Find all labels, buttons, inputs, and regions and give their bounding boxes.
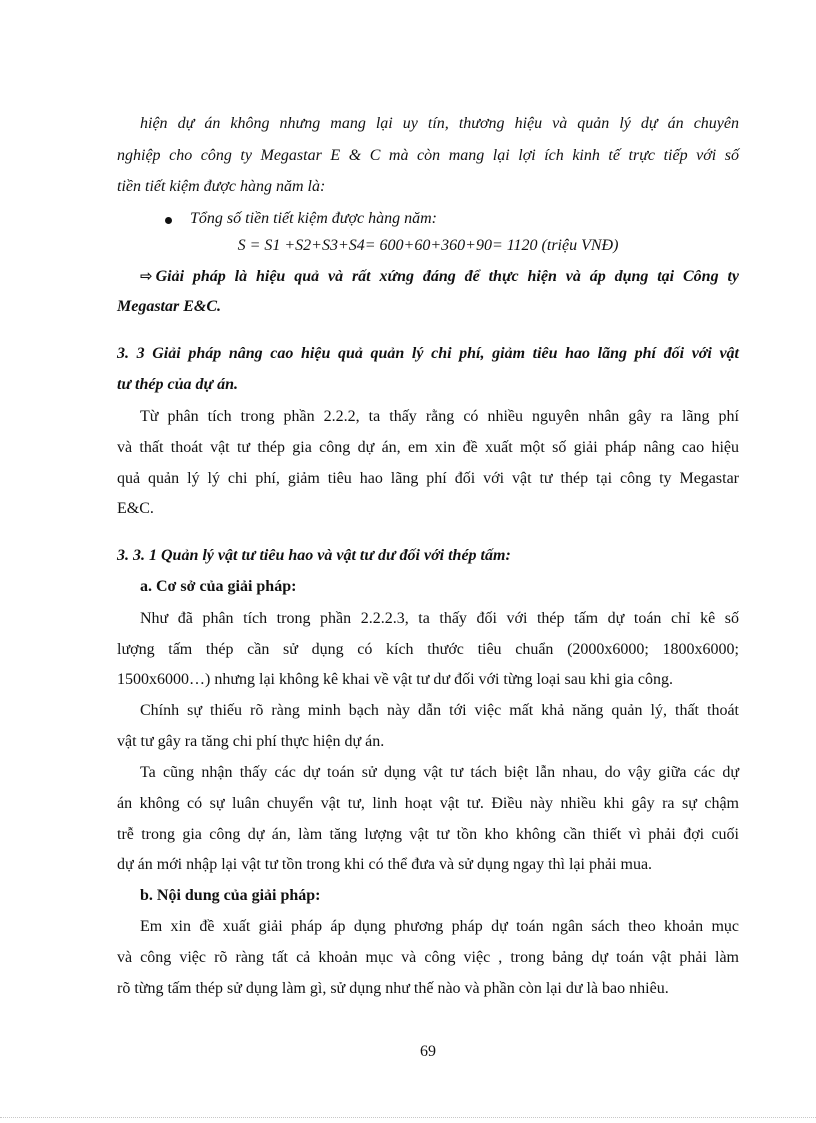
bullet-icon xyxy=(165,217,172,224)
paragraph-line: Em xin đề xuất giải pháp áp dụng phương pháp dự toán ngân sách theo khoản mục xyxy=(140,918,739,935)
right-arrow-icon: ⇨ xyxy=(140,267,153,285)
formula: S = S1 +S2+S3+S4= 600+60+360+90= 1120 (triệu VNĐ) xyxy=(237,237,619,254)
paragraph-line: và công việc rõ ràng tất cả khoản mục và công việc , trong bảng dự toán vật phải làm xyxy=(117,949,739,966)
page-number: 69 xyxy=(420,1043,436,1060)
section-heading: 3. 3 Giải pháp nâng cao hiệu quả quản lý chi phí, giảm tiêu hao lãng phí đối với vật xyxy=(117,345,739,362)
paragraph-line: quả quản lý lý chi phí, giảm tiêu hao lãng phí đối với vật tư thép tại công ty Megastar xyxy=(117,470,739,487)
conclusion-line xyxy=(140,266,739,287)
paragraph-line: dự án mới nhập lại vật tư tồn trong khi có thể đưa và sử dụng ngay thì lại phải mua. xyxy=(117,856,653,873)
sub-heading-a: a. Cơ sở của giải pháp: xyxy=(140,578,297,595)
paragraph-line: án không có sự luân chuyển vật tư, linh hoạt vật tư. Điều này nhiều khi gây ra sự chậm xyxy=(117,795,739,812)
paragraph-line: tiền tiết kiệm được hàng năm là: xyxy=(117,178,326,195)
paragraph-line: Từ phân tích trong phần 2.2.2, ta thấy rằng có nhiều nguyên nhân gây ra lãng phí xyxy=(140,408,739,425)
subsection-heading: 3. 3. 1 Quản lý vật tư tiêu hao và vật tư dư đối với thép tấm: xyxy=(117,547,511,564)
paragraph-line: lượng tấm thép cần sử dụng có kích thước tiêu chuẩn (2000x6000; 1800x6000; xyxy=(117,641,739,658)
footer-divider xyxy=(0,1117,816,1118)
bullet-item: Tổng số tiền tiết kiệm được hàng năm: xyxy=(190,210,438,227)
paragraph-line: và thất thoát vật tư thép gia công dự án, em xin đề xuất một số giải pháp nâng cao hiệu xyxy=(117,439,739,456)
paragraph-line: 1500x6000…) nhưng lại không kê khai về vật tư dư đối với từng loại sau khi gia công. xyxy=(117,671,673,688)
paragraph-line: Như đã phân tích trong phần 2.2.2.3, ta thấy đối với thép tấm dự toán chỉ kê số xyxy=(140,610,739,627)
paragraph-line: nghiệp cho công ty Megastar E & C mà còn mang lại lợi ích kinh tế trực tiếp với số xyxy=(117,147,739,164)
section-heading: tư thép của dự án. xyxy=(117,376,238,393)
paragraph-line: vật tư gây ra tăng chi phí thực hiện dự án. xyxy=(117,733,385,750)
paragraph-line: E&C. xyxy=(117,500,154,517)
paragraph-line: rõ từng tấm thép sử dụng làm gì, sử dụng như thế nào và phần còn lại dư là bao nhiêu. xyxy=(117,980,669,997)
conclusion-text: Giải pháp là hiệu quả và rất xứng đáng để thực hiện và áp dụng tại Công ty xyxy=(155,268,739,285)
paragraph-line: Chính sự thiếu rõ ràng minh bạch này dẫn tới việc mất khả năng quản lý, thất thoát xyxy=(140,702,739,719)
paragraph-line: hiện dự án không nhưng mang lại uy tín, thương hiệu và quản lý dự án chuyên xyxy=(140,115,739,132)
paragraph-line: Ta cũng nhận thấy các dự toán sử dụng vật tư tách biệt lẫn nhau, do vậy giữa các dự xyxy=(140,764,739,781)
sub-heading-b: b. Nội dung của giải pháp: xyxy=(140,887,321,904)
conclusion-line: Megastar E&C. xyxy=(117,298,222,315)
paragraph-line: trễ trong gia công dự án, làm tăng lượng vật tư tồn kho không cần thiết vì phải đợi cuối xyxy=(117,826,739,843)
